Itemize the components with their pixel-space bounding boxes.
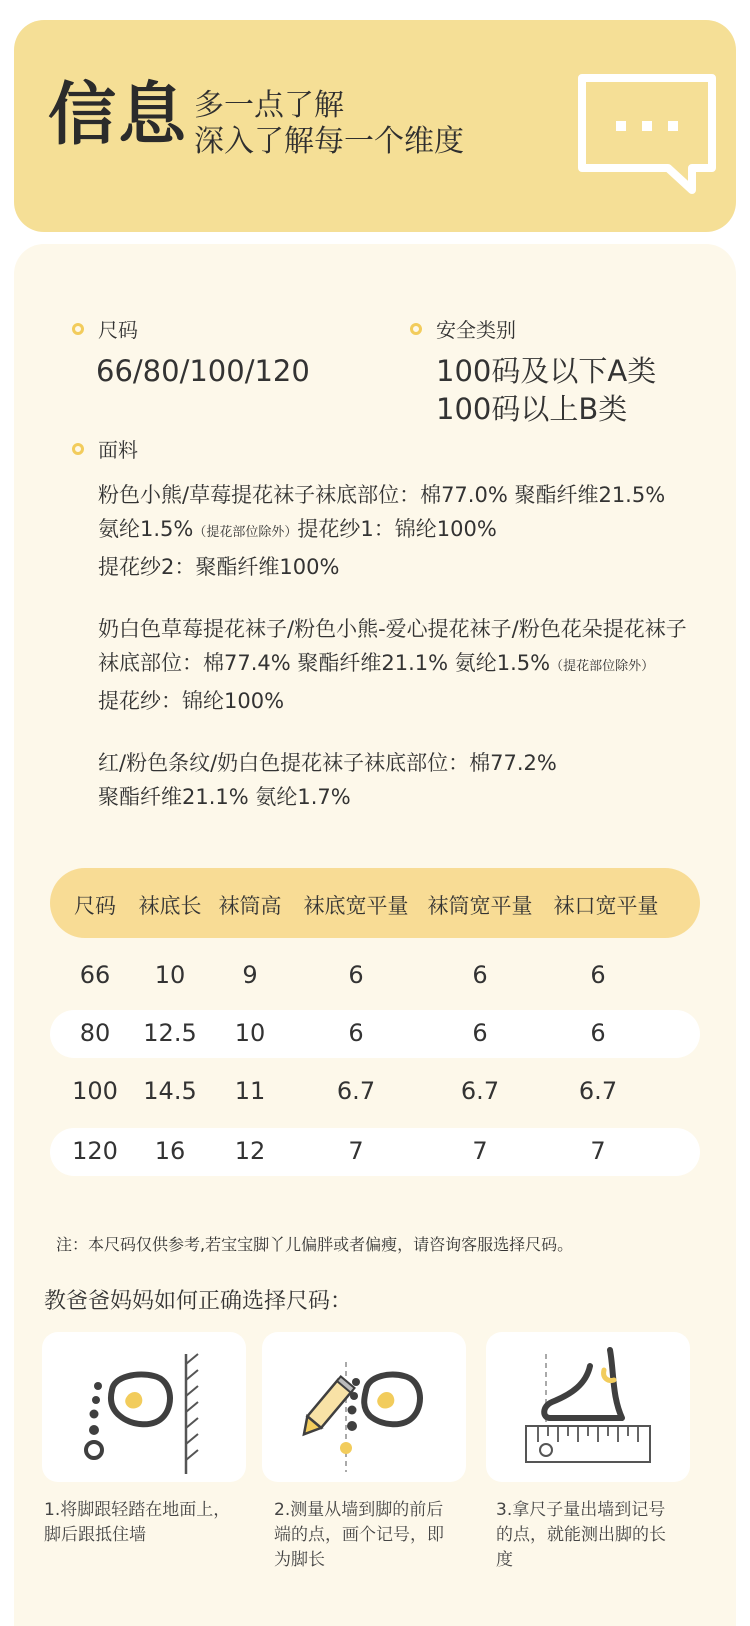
step3-illustration (486, 1332, 690, 1482)
table-cell: 9 (242, 961, 258, 989)
header-subtitle-line1: 多一点了解 (194, 88, 344, 123)
size-note: 注：本尺码仅供参考,若宝宝脚丫儿偏胖或者偏瘦，请咨询客服选择尺码。 (56, 1235, 574, 1254)
step1-illustration (42, 1332, 246, 1482)
step3-text: 3.拿尺子量出墙到记号 的点，就能测出脚的长 度 (496, 1500, 666, 1570)
fabric-group2: 奶白色草莓提花袜子/粉色小熊-爱心提花袜子/粉色花朵提花袜子 袜底部位：棉77.4% 聚酯纤维21.1% 氨纶1.5%（提花部位除外） 提花纱：锦纶100% (98, 617, 687, 713)
table-cell: 14.5 (143, 1077, 197, 1105)
bullet-dot-icon (72, 443, 84, 455)
header-subtitle-line2: 深入了解每一个维度 (194, 124, 464, 159)
step2-illustration (262, 1332, 466, 1482)
table-cell: 120 (72, 1137, 118, 1165)
size-label: 尺码 (72, 314, 138, 343)
table-cell: 6.7 (460, 1077, 500, 1105)
info-header (14, 20, 736, 232)
table-cell: 6 (590, 961, 606, 989)
table-cell: 12 (234, 1137, 266, 1165)
table-cell: 80 (79, 1019, 111, 1047)
table-cell: 6 (348, 961, 364, 989)
table-cell: 11 (234, 1077, 266, 1105)
table-cell: 6.7 (578, 1077, 618, 1105)
table-header-cell: 袜底宽平量 (303, 894, 409, 918)
pencil-mark-icon (262, 1332, 466, 1482)
table-cell: 7 (472, 1137, 488, 1165)
foot-against-wall-icon (42, 1332, 246, 1482)
ruler-foot-icon (486, 1332, 690, 1482)
table-row (50, 1010, 700, 1058)
bullet-dot-icon (72, 323, 84, 335)
table-row (50, 1068, 700, 1116)
table-cell: 6.7 (336, 1077, 376, 1105)
table-header-cell: 袜筒宽平量 (427, 894, 533, 918)
step1-text: 1.将脚跟轻踏在地面上， 脚后跟抵住墙 (44, 1500, 231, 1545)
table-row (50, 952, 700, 1000)
table-header-cell: 尺码 (74, 894, 116, 918)
chat-bubble-icon (572, 68, 724, 198)
table-cell: 66 (79, 961, 111, 989)
table-header-cell: 袜口宽平量 (553, 894, 659, 918)
table-cell: 6 (348, 1019, 364, 1047)
table-cell: 6 (472, 1019, 488, 1047)
size-value: 66/80/100/120 (96, 354, 310, 388)
fabric-group1: 粉色小熊/草莓提花袜子袜底部位：棉77.0% 聚酯纤维21.5% 氨纶1.5%（提花部位除外）提花纱1：锦纶100% 提花纱2：聚酯纤维100% (98, 483, 666, 579)
table-header-cell: 袜筒高 (218, 894, 282, 918)
table-cell: 7 (348, 1137, 364, 1165)
table-cell: 7 (590, 1137, 606, 1165)
table-cell: 12.5 (143, 1019, 197, 1047)
header-title: 信息 (48, 76, 189, 155)
table-cell: 6 (590, 1019, 606, 1047)
safety-label: 安全类别 (410, 314, 516, 343)
fabric-group3: 红/粉色条纹/奶白色提花袜子袜底部位：棉77.2% 聚酯纤维21.1% 氨纶1.7% (98, 751, 557, 809)
table-cell: 16 (154, 1137, 186, 1165)
safety-value-line1: 100码及以下A类 (436, 354, 657, 388)
safety-value-line2: 100码以上B类 (436, 392, 628, 426)
size-table-header (50, 868, 700, 938)
guide-title: 教爸爸妈妈如何正确选择尺码： (44, 1289, 353, 1314)
header-subtitle (194, 88, 464, 160)
table-header-cell: 袜底长 (138, 894, 202, 918)
bullet-dot-icon (410, 323, 422, 335)
step2-text: 2.测量从墙到脚的前后 端的点，画个记号，即 为脚长 (274, 1500, 444, 1570)
table-row (50, 1128, 700, 1176)
table-cell: 100 (72, 1077, 118, 1105)
table-cell: 6 (472, 961, 488, 989)
table-cell: 10 (234, 1019, 266, 1047)
fabric-label: 面料 (72, 434, 138, 463)
table-cell: 10 (154, 961, 186, 989)
